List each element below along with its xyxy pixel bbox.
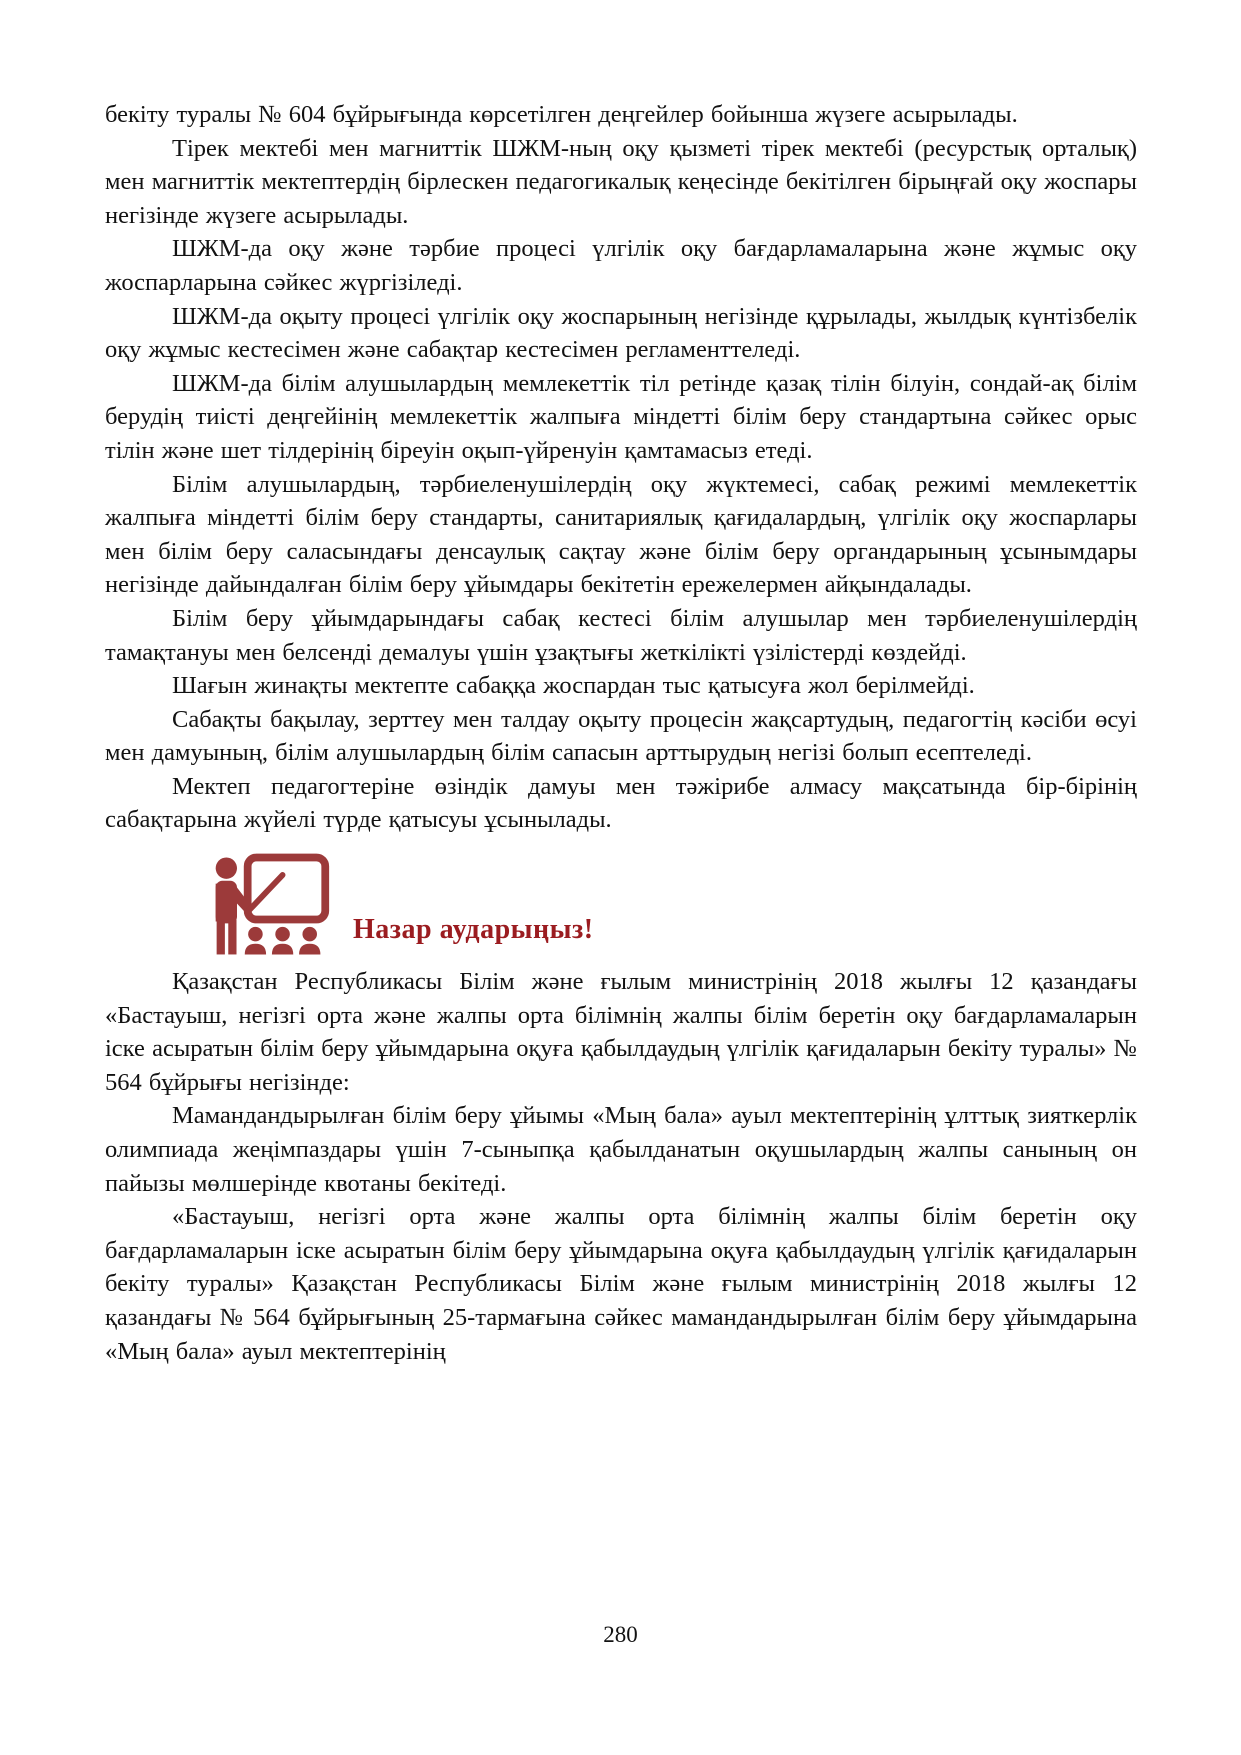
- attention-callout: [205, 847, 1137, 959]
- paragraph: бекіту туралы № 604 бұйрығында көрсетілген деңгейлер бойынша жүзеге асырылады.: [105, 101, 1018, 128]
- paragraph: Мектеп педагогтеріне өзіндік дамуы мен тәжірибе алмасу мақсатында бір-бірінің сабақтарына жүйелі түрде қатысуы ұсынылады.: [105, 772, 1137, 834]
- paragraph: «Бастауыш, негізгі орта және жалпы орта білімнің жалпы білім беретін оқу бағдарламаларын іске асыратын білім беру ұйымдарына оқуға қабылдаудың үлгілік қағидаларын бекіту туралы» Қазақстан Республикасы Білім және ғылым министрінің 2018 жылғы 12 қазандағы № 564 бұйрығының 25-тармағына сәйкес мамандандырылған білім беру ұйымдарына «Мың бала» ауыл мектептерінің: [105, 1203, 1137, 1365]
- attention-title: Назар аударыңыз!: [353, 914, 594, 946]
- body-text-top: [105, 98, 1137, 837]
- paragraph: ШЖМ-да оқу және тәрбие процесі үлгілік оқу бағдарламаларына және жұмыс оқу жоспарларына сәйкес жүргізіледі.: [105, 235, 1137, 296]
- paragraph: ШЖМ-да білім алушылардың мемлекеттік тіл ретінде қазақ тілін білуін, сондай-ақ білім берудің тиісті деңгейінің мемлекеттік жалпыға міндетті білім беру стандартына сәйкес орыс тілін және шет тілдерінің біреуін оқып-үйренуін қамтамасыз етеді.: [105, 369, 1137, 464]
- paragraph: Білім алушылардың, тәрбиеленушілердің оқу жүктемесі, сабақ режимі мемлекеттік жалпыға міндетті білім беру стандарты, санитариялық қағидалардың, үлгілік оқу жоспарлары мен білім беру саласындағы денсаулық сақтау және білім беру органдарының ұсынымдары негізінде дайындалған білім беру ұйымдары бекітетін ережелермен айқындалады.: [105, 470, 1137, 599]
- page-number: 280: [603, 1622, 638, 1647]
- body-text-bottom: [105, 965, 1137, 1368]
- page-body: [105, 98, 1137, 1368]
- paragraph: Білім беру ұйымдарындағы сабақ кестесі білім алушылар мен тәрбиеленушілердің тамақтануы мен белсенді демалуы үшін ұзақтығы жеткілікті үзілістерді көздейді.: [105, 604, 1137, 666]
- paragraph: Тірек мектебі мен магниттік ШЖМ-ның оқу қызметі тірек мектебі (ресурстық орталық) мен магниттік мектептердің бірлескен педагогикалық кеңесінде бекітілген бірыңғай оқу жоспары негізінде жүзеге асырылады.: [105, 134, 1137, 229]
- presenter-board-icon: [205, 851, 333, 959]
- paragraph: Шағын жинақты мектепте сабаққа жоспардан тыс қатысуға жол берілмейді.: [172, 672, 975, 700]
- paragraph: Қазақстан Республикасы Білім және ғылым министрінің 2018 жылғы 12 қазандағы «Бастауыш, негізгі орта және жалпы орта білімнің жалпы білім беретін оқу бағдарламаларын іске асыратын білім беру ұйымдарына оқуға қабылдаудың үлгілік қағидаларын бекіту туралы» № 564 бұйрығы негізінде:: [105, 968, 1137, 1096]
- paragraph: Мамандандырылған білім беру ұйымы «Мың бала» ауыл мектептерінің ұлттық зияткерлік олимпиада жеңімпаздары үшін 7-сыныпқа қабылданатын оқушылардың жалпы санының он пайызы мөлшерінде квотаны бекітеді.: [105, 1102, 1137, 1197]
- paragraph: ШЖМ-да оқыту процесі үлгілік оқу жоспарының негізінде құрылады, жылдық күнтізбелік оқу жұмыс кестесімен және сабақтар кестесімен регламенттеледі.: [105, 302, 1137, 364]
- paragraph: Сабақты бақылау, зерттеу мен талдау оқыту процесін жақсартудың, педагогтің кәсіби өсуі мен дамуының, білім алушылардың білім сапасын арттырудың негізі болып есептеледі.: [105, 705, 1137, 767]
